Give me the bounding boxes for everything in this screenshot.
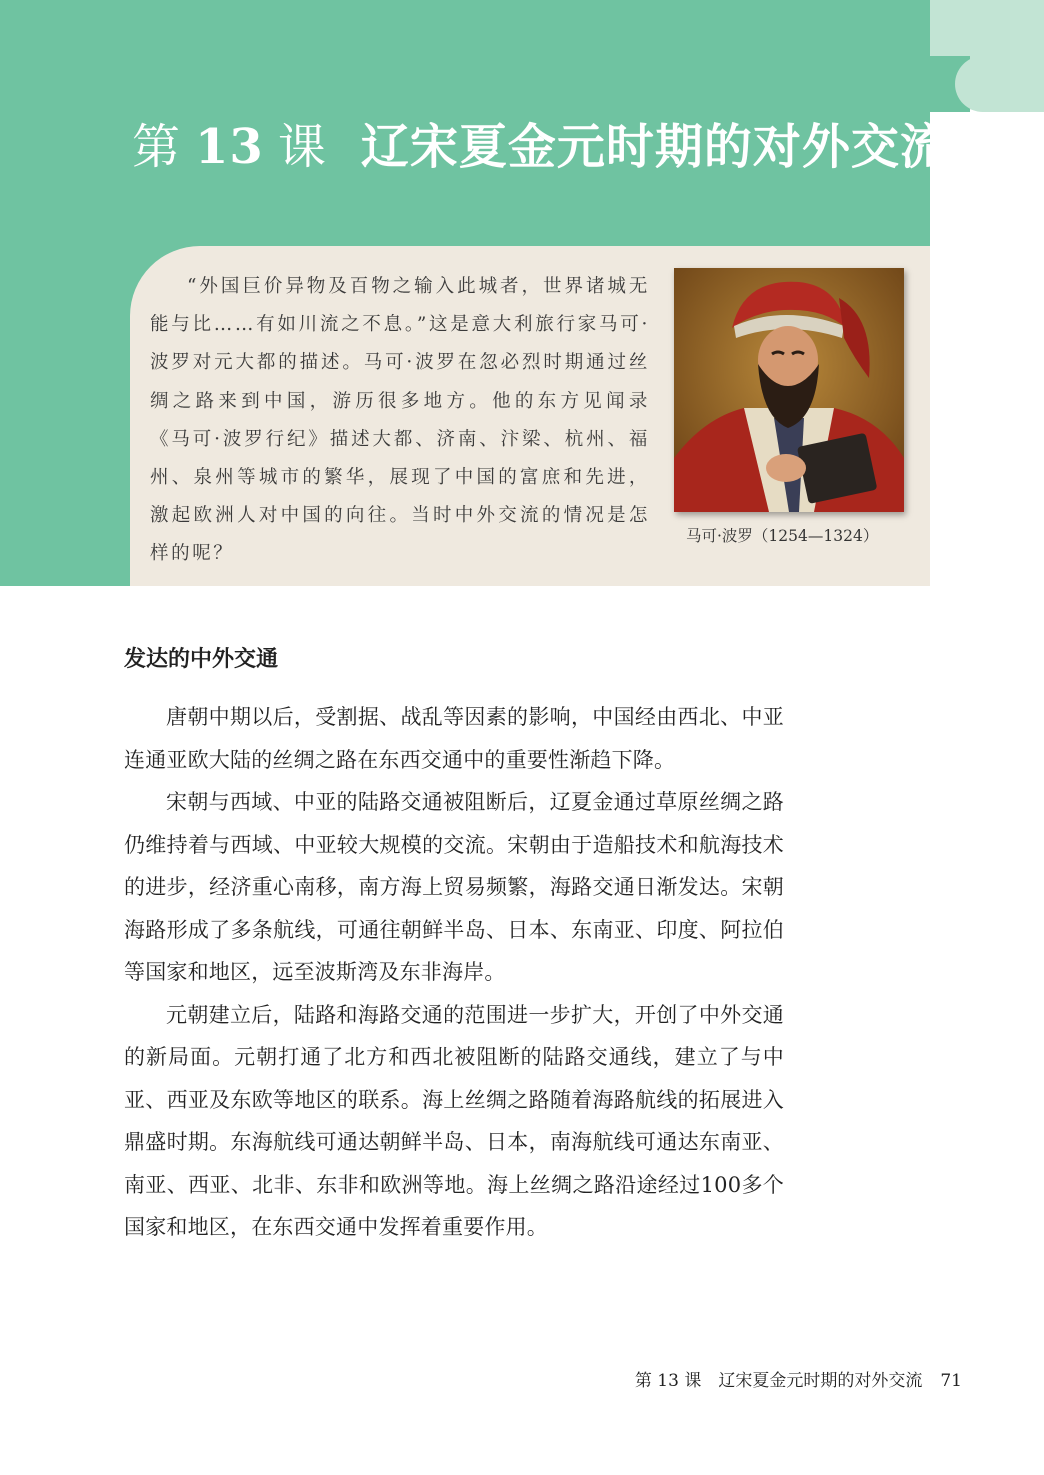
paragraph: 元朝建立后，陆路和海路交通的范围进一步扩大，开创了中外交通的新局面。元朝打通了北方和西北被阻断的陆路交通线，建立了与中亚、西亚及东欧等地区的联系。海上丝绸之路随着海路航线的拓展进入鼎盛时期。东海航线可通达朝鲜半岛、日本，南海航线可通达东南亚、南亚、西亚、北非、东非和欧洲等地。海上丝绸之路沿途经过100多个国家和地区，在东西交通中发挥着重要作用。 [124,1002,784,1239]
lesson-title [132,108,949,177]
intro-text: “外国巨价异物及百物之输入此城者，世界诸城无能与比……有如川流之不息。”这是意大利旅行家马可·波罗对元大都的描述。马可·波罗在忽必烈时期通过丝绸之路来到中国，游历很多地方。他的东方见闻录《马可·波罗行纪》描述大都、济南、汴梁、杭州、福州、泉州等城市的繁华，展现了中国的富庶和先进，激起欧洲人对中国的向往。当时中外交流的情况是怎样的呢？ [150,276,650,565]
lesson-number: 13 [195,119,264,175]
lesson-name: 辽宋夏金元时期的对外交流 [360,119,949,175]
page-number: 71 [940,1371,962,1391]
marco-polo-portrait [674,268,904,512]
paragraph: 唐朝中期以后，受割据、战乱等因素的影响，中国经由西北、中亚连通亚欧大陆的丝绸之路在东西交通中的重要性渐趋下降。 [124,705,784,772]
paragraph: 宋朝与西域、中亚的陆路交通被阻断后，辽夏金通过草原丝绸之路仍维持着与西域、中亚较大规模的交流。宋朝由于造船技术和航海技术的进步，经济重心南移，南方海上贸易频繁，海路交通日渐发达。宋朝海路形成了多条航线，可通往朝鲜半岛、日本、东南亚、印度、阿拉伯等国家和地区，远至波斯湾及东非海岸。 [124,790,784,984]
page-footer [635,1366,962,1391]
body-text [124,696,784,1249]
lesson-prefix: 第 [132,119,182,175]
lesson-suffix: 课 [277,119,327,175]
corner-decoration-bump [955,56,1044,112]
section-heading: 发达的中外交通 [124,646,279,672]
portrait-caption: 马可·波罗（1254—1324） [686,527,879,545]
running-title: 第 13 课 辽宋夏金元时期的对外交流 [634,1371,923,1391]
portrait-illustration [674,268,904,512]
intro-box [130,246,930,586]
